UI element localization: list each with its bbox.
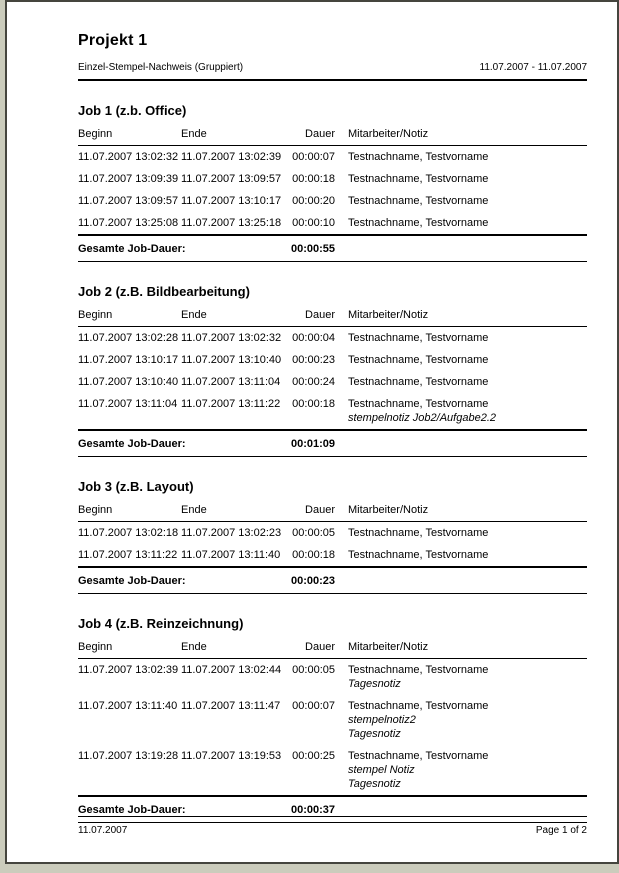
cell-beginn: 11.07.2007 13:11:04 bbox=[78, 398, 178, 410]
cell-ende: 11.07.2007 13:02:23 bbox=[181, 527, 282, 539]
page-footer bbox=[78, 816, 587, 836]
table-row bbox=[78, 745, 587, 796]
table-row bbox=[78, 659, 587, 696]
column-header: Ende bbox=[181, 634, 284, 659]
page-title: Projekt 1 bbox=[78, 32, 148, 49]
column-header: Mitarbeiter/Notiz bbox=[335, 634, 587, 659]
cell-mitarbeiter bbox=[335, 522, 587, 545]
cell-beginn: 11.07.2007 13:09:39 bbox=[78, 173, 179, 185]
cell-mitarbeiter bbox=[335, 745, 587, 796]
job-section bbox=[78, 616, 587, 823]
cell-dauer: 00:00:05 bbox=[292, 664, 335, 676]
cell-beginn: 11.07.2007 13:11:22 bbox=[78, 549, 178, 561]
mitarbeiter-name: Testnachname, Testvorname bbox=[348, 549, 489, 561]
table-row bbox=[78, 190, 587, 212]
column-header: Dauer bbox=[284, 121, 335, 146]
cell-beginn: 11.07.2007 13:02:32 bbox=[78, 151, 179, 163]
mitarbeiter-name: Testnachname, Testvorname bbox=[348, 527, 489, 539]
table-header-row bbox=[78, 302, 587, 327]
column-header: Dauer bbox=[284, 634, 335, 659]
table-body bbox=[78, 522, 587, 568]
mitarbeiter-name: Testnachname, Testvorname bbox=[348, 376, 489, 388]
total-value: 00:01:09 bbox=[284, 430, 335, 457]
cell-ende: 11.07.2007 13:11:22 bbox=[181, 398, 281, 410]
cell-ende: 11.07.2007 13:10:40 bbox=[181, 354, 282, 366]
total-label: Gesamte Job-Dauer: bbox=[78, 235, 284, 262]
cell-beginn: 11.07.2007 13:10:17 bbox=[78, 354, 179, 366]
job-section bbox=[78, 103, 587, 262]
column-header: Beginn bbox=[78, 121, 181, 146]
total-label: Gesamte Job-Dauer: bbox=[78, 567, 284, 594]
table-row bbox=[78, 393, 587, 430]
mitarbeiter-name: Testnachname, Testvorname bbox=[348, 195, 489, 207]
cell-ende: 11.07.2007 13:02:32 bbox=[181, 332, 282, 344]
cell-mitarbeiter bbox=[335, 327, 587, 350]
table-row bbox=[78, 544, 587, 567]
total-row bbox=[78, 235, 587, 262]
mitarbeiter-name: Testnachname, Testvorname bbox=[348, 217, 489, 229]
cell-dauer: 00:00:18 bbox=[292, 549, 335, 561]
cell-dauer: 00:00:07 bbox=[292, 151, 335, 163]
table-row bbox=[78, 168, 587, 190]
table-header-row bbox=[78, 634, 587, 659]
report-date-range: 11.07.2007 - 11.07.2007 bbox=[479, 62, 587, 73]
column-header: Beginn bbox=[78, 302, 181, 327]
table-row bbox=[78, 349, 587, 371]
column-header: Ende bbox=[181, 121, 284, 146]
stamp-table bbox=[78, 497, 587, 594]
cell-mitarbeiter bbox=[335, 146, 587, 169]
column-header: Dauer bbox=[284, 302, 335, 327]
cell-dauer: 00:00:18 bbox=[292, 398, 335, 410]
table-row bbox=[78, 146, 587, 169]
cell-dauer: 00:00:18 bbox=[292, 173, 335, 185]
cell-dauer: 00:00:23 bbox=[292, 354, 335, 366]
stamp-table bbox=[78, 121, 587, 262]
job-section bbox=[78, 479, 587, 594]
footer-date: 11.07.2007 bbox=[78, 825, 128, 836]
column-header: Beginn bbox=[78, 634, 181, 659]
total-spacer bbox=[335, 567, 587, 594]
cell-dauer: 00:00:04 bbox=[292, 332, 335, 344]
cell-ende: 11.07.2007 13:25:18 bbox=[181, 217, 282, 229]
mitarbeiter-name: Testnachname, Testvorname bbox=[348, 354, 489, 366]
table-header-row bbox=[78, 497, 587, 522]
stamp-note: stempel Notiz bbox=[348, 764, 415, 776]
total-label: Gesamte Job-Dauer: bbox=[78, 430, 284, 457]
table-header-row bbox=[78, 121, 587, 146]
job-title: Job 4 (z.B. Reinzeichnung) bbox=[78, 616, 244, 631]
table-row bbox=[78, 371, 587, 393]
cell-dauer: 00:00:07 bbox=[292, 700, 335, 712]
jobs-container bbox=[78, 103, 587, 823]
mitarbeiter-name: Testnachname, Testvorname bbox=[348, 700, 489, 712]
cell-dauer: 00:00:10 bbox=[292, 217, 335, 229]
cell-beginn: 11.07.2007 13:02:28 bbox=[78, 332, 179, 344]
table-row bbox=[78, 695, 587, 745]
mitarbeiter-name: Testnachname, Testvorname bbox=[348, 750, 489, 762]
cell-mitarbeiter bbox=[335, 349, 587, 371]
stamp-note: Tagesnotiz bbox=[348, 728, 401, 740]
cell-beginn: 11.07.2007 13:09:57 bbox=[78, 195, 179, 207]
cell-beginn: 11.07.2007 13:02:18 bbox=[78, 527, 179, 539]
column-header: Mitarbeiter/Notiz bbox=[335, 497, 587, 522]
cell-beginn: 11.07.2007 13:11:40 bbox=[78, 700, 178, 712]
total-spacer bbox=[335, 235, 587, 262]
stamp-note: stempelnotiz Job2/Aufgabe2.2 bbox=[348, 412, 496, 424]
cell-mitarbeiter bbox=[335, 168, 587, 190]
total-value: 00:00:23 bbox=[284, 567, 335, 594]
mitarbeiter-name: Testnachname, Testvorname bbox=[348, 664, 489, 676]
table-row bbox=[78, 522, 587, 545]
job-title: Job 2 (z.B. Bildbearbeitung) bbox=[78, 284, 250, 299]
table-row bbox=[78, 327, 587, 350]
table-body bbox=[78, 327, 587, 431]
cell-ende: 11.07.2007 13:19:53 bbox=[181, 750, 282, 762]
cell-dauer: 00:00:25 bbox=[292, 750, 335, 762]
cell-ende: 11.07.2007 13:11:47 bbox=[181, 700, 281, 712]
total-row bbox=[78, 430, 587, 457]
job-section bbox=[78, 284, 587, 457]
cell-beginn: 11.07.2007 13:19:28 bbox=[78, 750, 179, 762]
report-subheader bbox=[78, 62, 587, 81]
column-header: Dauer bbox=[284, 497, 335, 522]
cell-dauer: 00:00:20 bbox=[292, 195, 335, 207]
table-body bbox=[78, 146, 587, 236]
report-page bbox=[5, 0, 619, 864]
stamp-table bbox=[78, 634, 587, 823]
total-label: Gesamte Job-Dauer: bbox=[78, 796, 284, 823]
cell-ende: 11.07.2007 13:02:44 bbox=[181, 664, 282, 676]
column-header: Ende bbox=[181, 497, 284, 522]
cell-ende: 11.07.2007 13:02:39 bbox=[181, 151, 282, 163]
cell-ende: 11.07.2007 13:09:57 bbox=[181, 173, 282, 185]
column-header: Mitarbeiter/Notiz bbox=[335, 302, 587, 327]
cell-mitarbeiter bbox=[335, 371, 587, 393]
total-value: 00:00:55 bbox=[284, 235, 335, 262]
cell-dauer: 00:00:24 bbox=[292, 376, 335, 388]
mitarbeiter-name: Testnachname, Testvorname bbox=[348, 173, 489, 185]
cell-mitarbeiter bbox=[335, 544, 587, 567]
total-spacer bbox=[335, 430, 587, 457]
cell-ende: 11.07.2007 13:11:40 bbox=[181, 549, 281, 561]
stamp-note: Tagesnotiz bbox=[348, 778, 401, 790]
table-row bbox=[78, 212, 587, 235]
job-title: Job 3 (z.B. Layout) bbox=[78, 479, 194, 494]
mitarbeiter-name: Testnachname, Testvorname bbox=[348, 398, 489, 410]
table-body bbox=[78, 659, 587, 797]
cell-ende: 11.07.2007 13:10:17 bbox=[181, 195, 282, 207]
cell-beginn: 11.07.2007 13:25:08 bbox=[78, 217, 179, 229]
cell-mitarbeiter bbox=[335, 695, 587, 745]
cell-beginn: 11.07.2007 13:10:40 bbox=[78, 376, 179, 388]
cell-mitarbeiter bbox=[335, 659, 587, 696]
stamp-note: stempelnotiz2 bbox=[348, 714, 416, 726]
stamp-note: Tagesnotiz bbox=[348, 678, 401, 690]
cell-beginn: 11.07.2007 13:02:39 bbox=[78, 664, 179, 676]
column-header: Beginn bbox=[78, 497, 181, 522]
total-value: 00:00:37 bbox=[284, 796, 335, 823]
column-header: Mitarbeiter/Notiz bbox=[335, 121, 587, 146]
stamp-table bbox=[78, 302, 587, 457]
cell-mitarbeiter bbox=[335, 190, 587, 212]
footer-page-number: Page 1 of 2 bbox=[535, 825, 587, 836]
mitarbeiter-name: Testnachname, Testvorname bbox=[348, 151, 489, 163]
cell-ende: 11.07.2007 13:11:04 bbox=[181, 376, 281, 388]
column-header: Ende bbox=[181, 302, 284, 327]
cell-mitarbeiter bbox=[335, 212, 587, 235]
cell-dauer: 00:00:05 bbox=[292, 527, 335, 539]
mitarbeiter-name: Testnachname, Testvorname bbox=[348, 332, 489, 344]
report-subtitle: Einzel-Stempel-Nachweis (Gruppiert) bbox=[78, 62, 244, 73]
job-title: Job 1 (z.b. Office) bbox=[78, 103, 187, 118]
total-row bbox=[78, 567, 587, 594]
cell-mitarbeiter bbox=[335, 393, 587, 430]
